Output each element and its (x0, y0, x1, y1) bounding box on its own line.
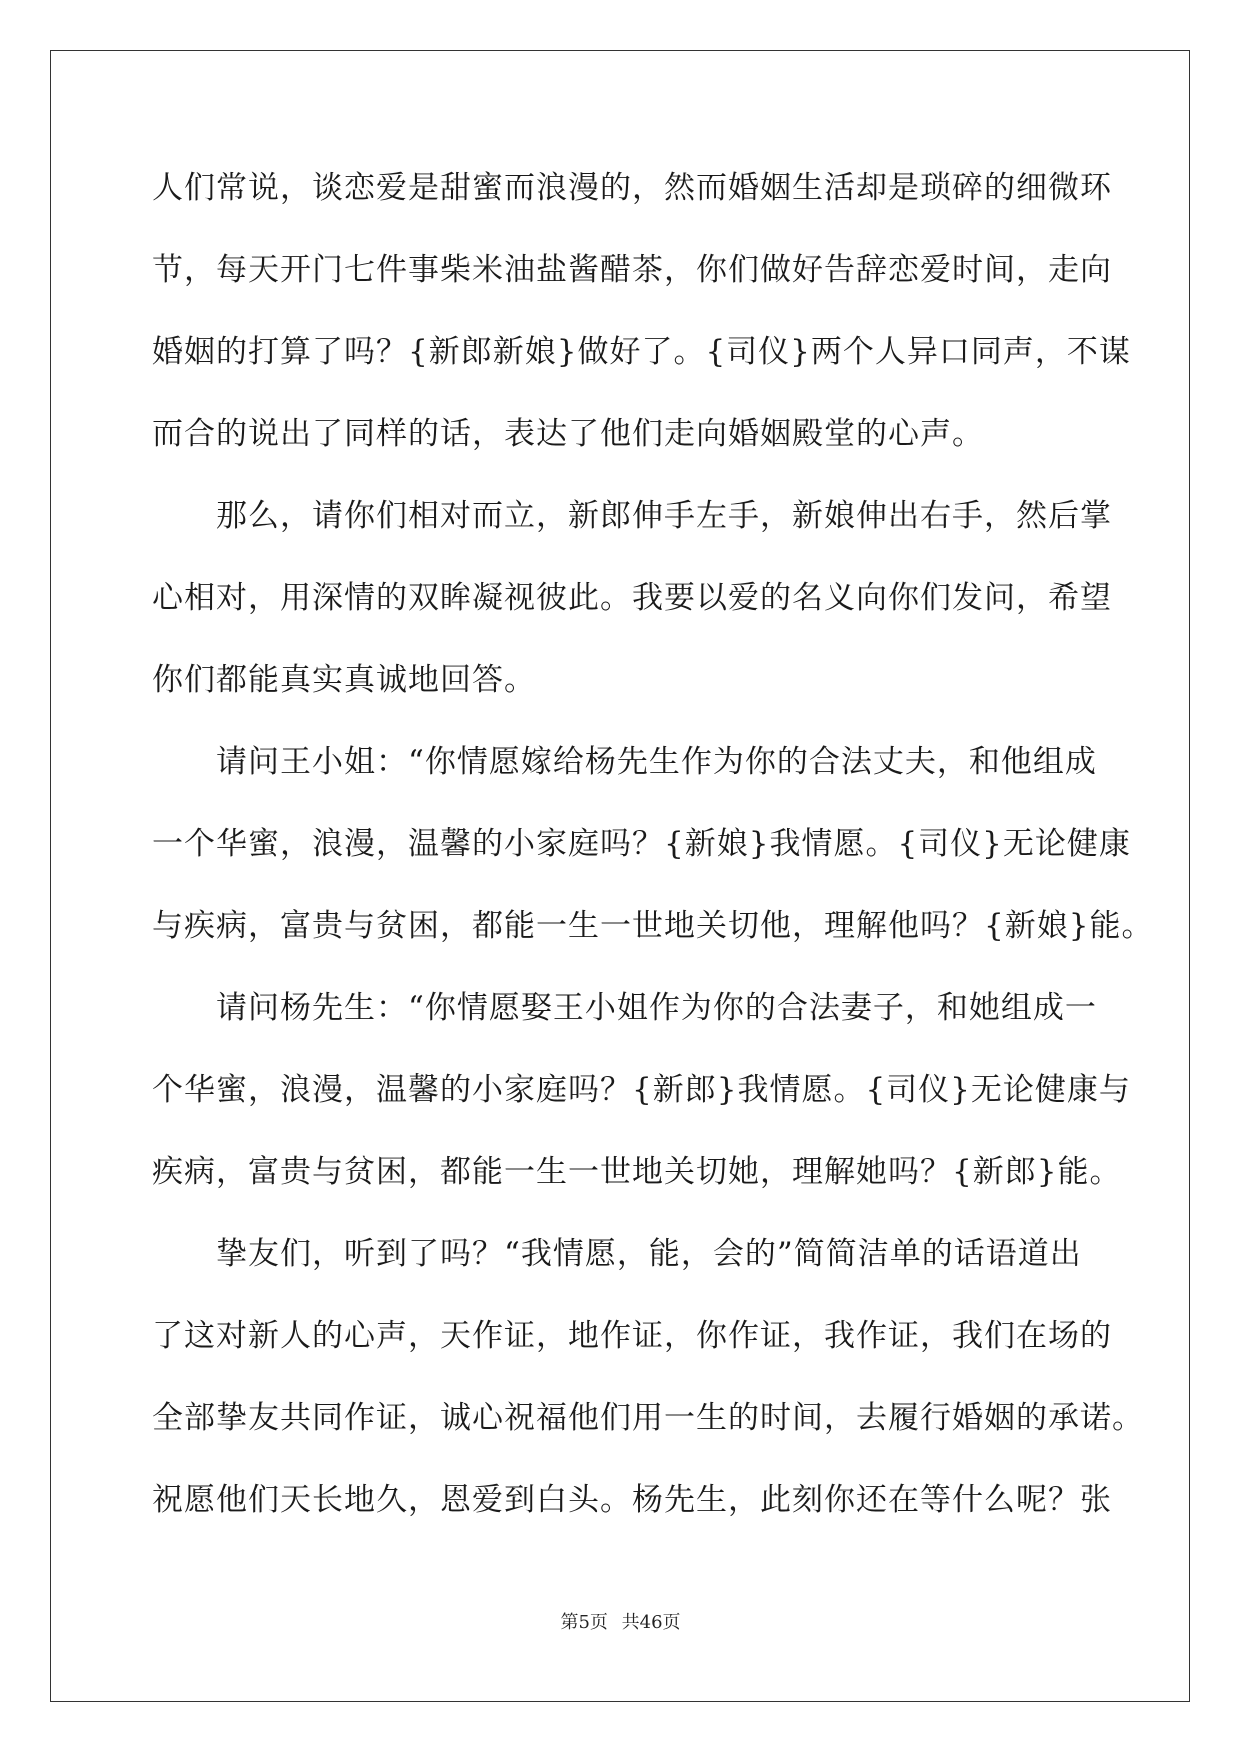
text-line: 挚友们，听到了吗？“我情愿，能，会的”简简洁单的话语道出 (152, 1236, 1082, 1272)
text-line: 祝愿他们天长地久，恩爱到白头。杨先生，此刻你还在等什么呢？张 (152, 1482, 1112, 1518)
text-line: 疾病，富贵与贫困，都能一生一世地关切她，理解她吗？{新郎}能。 (152, 1154, 1122, 1190)
text-line: 一个华蜜，浪漫，温馨的小家庭吗？{新娘}我情愿。{司仪}无论健康 (152, 826, 1131, 862)
page-footer (0, 1608, 1241, 1634)
text-line: 与疾病，富贵与贫困，都能一生一世地关切他，理解他吗？{新娘}能。 (152, 908, 1154, 944)
page-total: 共46页 (621, 1612, 681, 1633)
document-body (152, 158, 1154, 1552)
text-line: 人们常说，谈恋爱是甜蜜而浪漫的，然而婚姻生活却是琐碎的细微环 (152, 170, 1112, 206)
text-line: 而合的说出了同样的话，表达了他们走向婚姻殿堂的心声。 (152, 416, 984, 452)
text-line: 你们都能真实真诚地回答。 (152, 662, 536, 698)
text-line: 节，每天开门七件事柴米油盐酱醋茶，你们做好告辞恋爱时间，走向 (152, 252, 1112, 288)
text-line: 个华蜜，浪漫，温馨的小家庭吗？{新郎}我情愿。{司仪}无论健康与 (152, 1072, 1131, 1108)
text-line: 请问杨先生：“你情愿娶王小姐作为你的合法妻子，和她组成一 (152, 990, 1097, 1026)
text-line: 了这对新人的心声，天作证，地作证，你作证，我作证，我们在场的 (152, 1318, 1112, 1354)
text-line: 那么，请你们相对而立，新郎伸手左手，新娘伸出右手，然后掌 (152, 498, 1112, 534)
text-line: 全部挚友共同作证，诚心祝福他们用一生的时间，去履行婚姻的承诺。 (152, 1400, 1144, 1436)
text-line: 请问王小姐：“你情愿嫁给杨先生作为你的合法丈夫，和他组成 (152, 744, 1097, 780)
text-line: 婚姻的打算了吗？{新郎新娘}做好了。{司仪}两个人异口同声，不谋 (152, 334, 1131, 370)
page-number: 第5页 (560, 1612, 608, 1633)
text-line: 心相对，用深情的双眸凝视彼此。我要以爱的名义向你们发问，希望 (152, 580, 1112, 616)
